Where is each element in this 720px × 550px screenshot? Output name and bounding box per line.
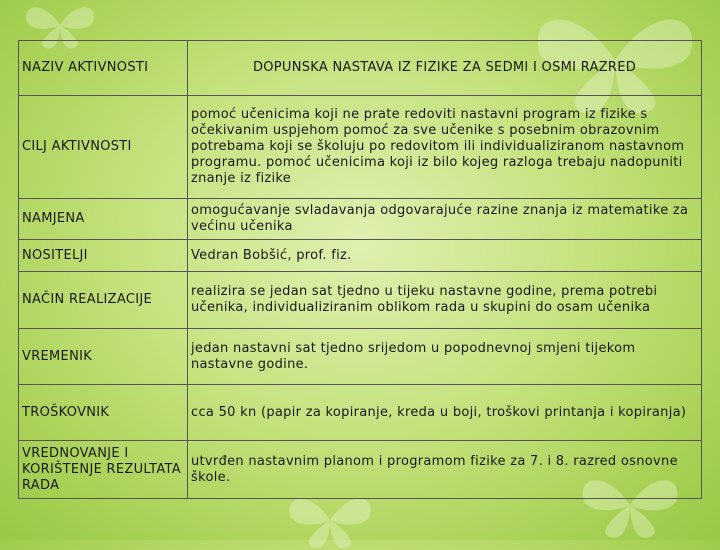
row-label: CILJ AKTIVNOSTI xyxy=(19,96,188,199)
row-value: pomoć učenicima koji ne prate redoviti nastavni program iz fizike s očekivanim uspjehom pomoć za sve učenike s posebnim obrazovnim potrebama koji se školuju po redovitom ili individualiziranom nastavnom programu. pomoć učenicima koji iz bilo kojeg razloga trebaju nadopuniti znanje iz fizike xyxy=(188,96,702,199)
row-value: cca 50 kn (papir za kopiranje, kreda u boji, troškovi printanja i kopiranja) xyxy=(188,385,702,441)
row-label: NAMJENA xyxy=(19,199,188,240)
row-label: NAČIN REALIZACIJE xyxy=(19,272,188,329)
row-value: realizira se jedan sat tjedno u tijeku nastavne godine, prema potrebi učenika, individualiziranim oblikom rada u skupini do osam učenika xyxy=(188,272,702,329)
table-row xyxy=(19,329,702,385)
butterfly-decoration xyxy=(250,490,410,550)
table-row xyxy=(19,385,702,441)
row-label: TROŠKOVNIK xyxy=(19,385,188,441)
activity-table xyxy=(18,40,702,499)
row-value: DOPUNSKA NASTAVA IZ FIZIKE ZA SEDMI I OSMI RAZRED xyxy=(188,41,702,96)
row-label: NAZIV AKTIVNOSTI xyxy=(19,41,188,96)
table-row xyxy=(19,41,702,96)
row-value: Vedran Bobšić, prof. fiz. xyxy=(188,240,702,272)
table-row xyxy=(19,199,702,240)
table-row xyxy=(19,96,702,199)
row-value: jedan nastavni sat tjedno srijedom u popodnevnoj smjeni tijekom nastavne godine. xyxy=(188,329,702,385)
row-value: omogućavanje svladavanja odgovarajuće razine znanja iz matematike za većinu učenika xyxy=(188,199,702,240)
row-label: VREDNOVANJE I KORIŠTENJE REZULTATA RADA xyxy=(19,441,188,499)
table-row xyxy=(19,272,702,329)
row-label: NOSITELJI xyxy=(19,240,188,272)
row-label: VREMENIK xyxy=(19,329,188,385)
table-row xyxy=(19,441,702,499)
row-value: utvrđen nastavnim planom i programom fizike za 7. i 8. razred osnovne škole. xyxy=(188,441,702,499)
table-row xyxy=(19,240,702,272)
